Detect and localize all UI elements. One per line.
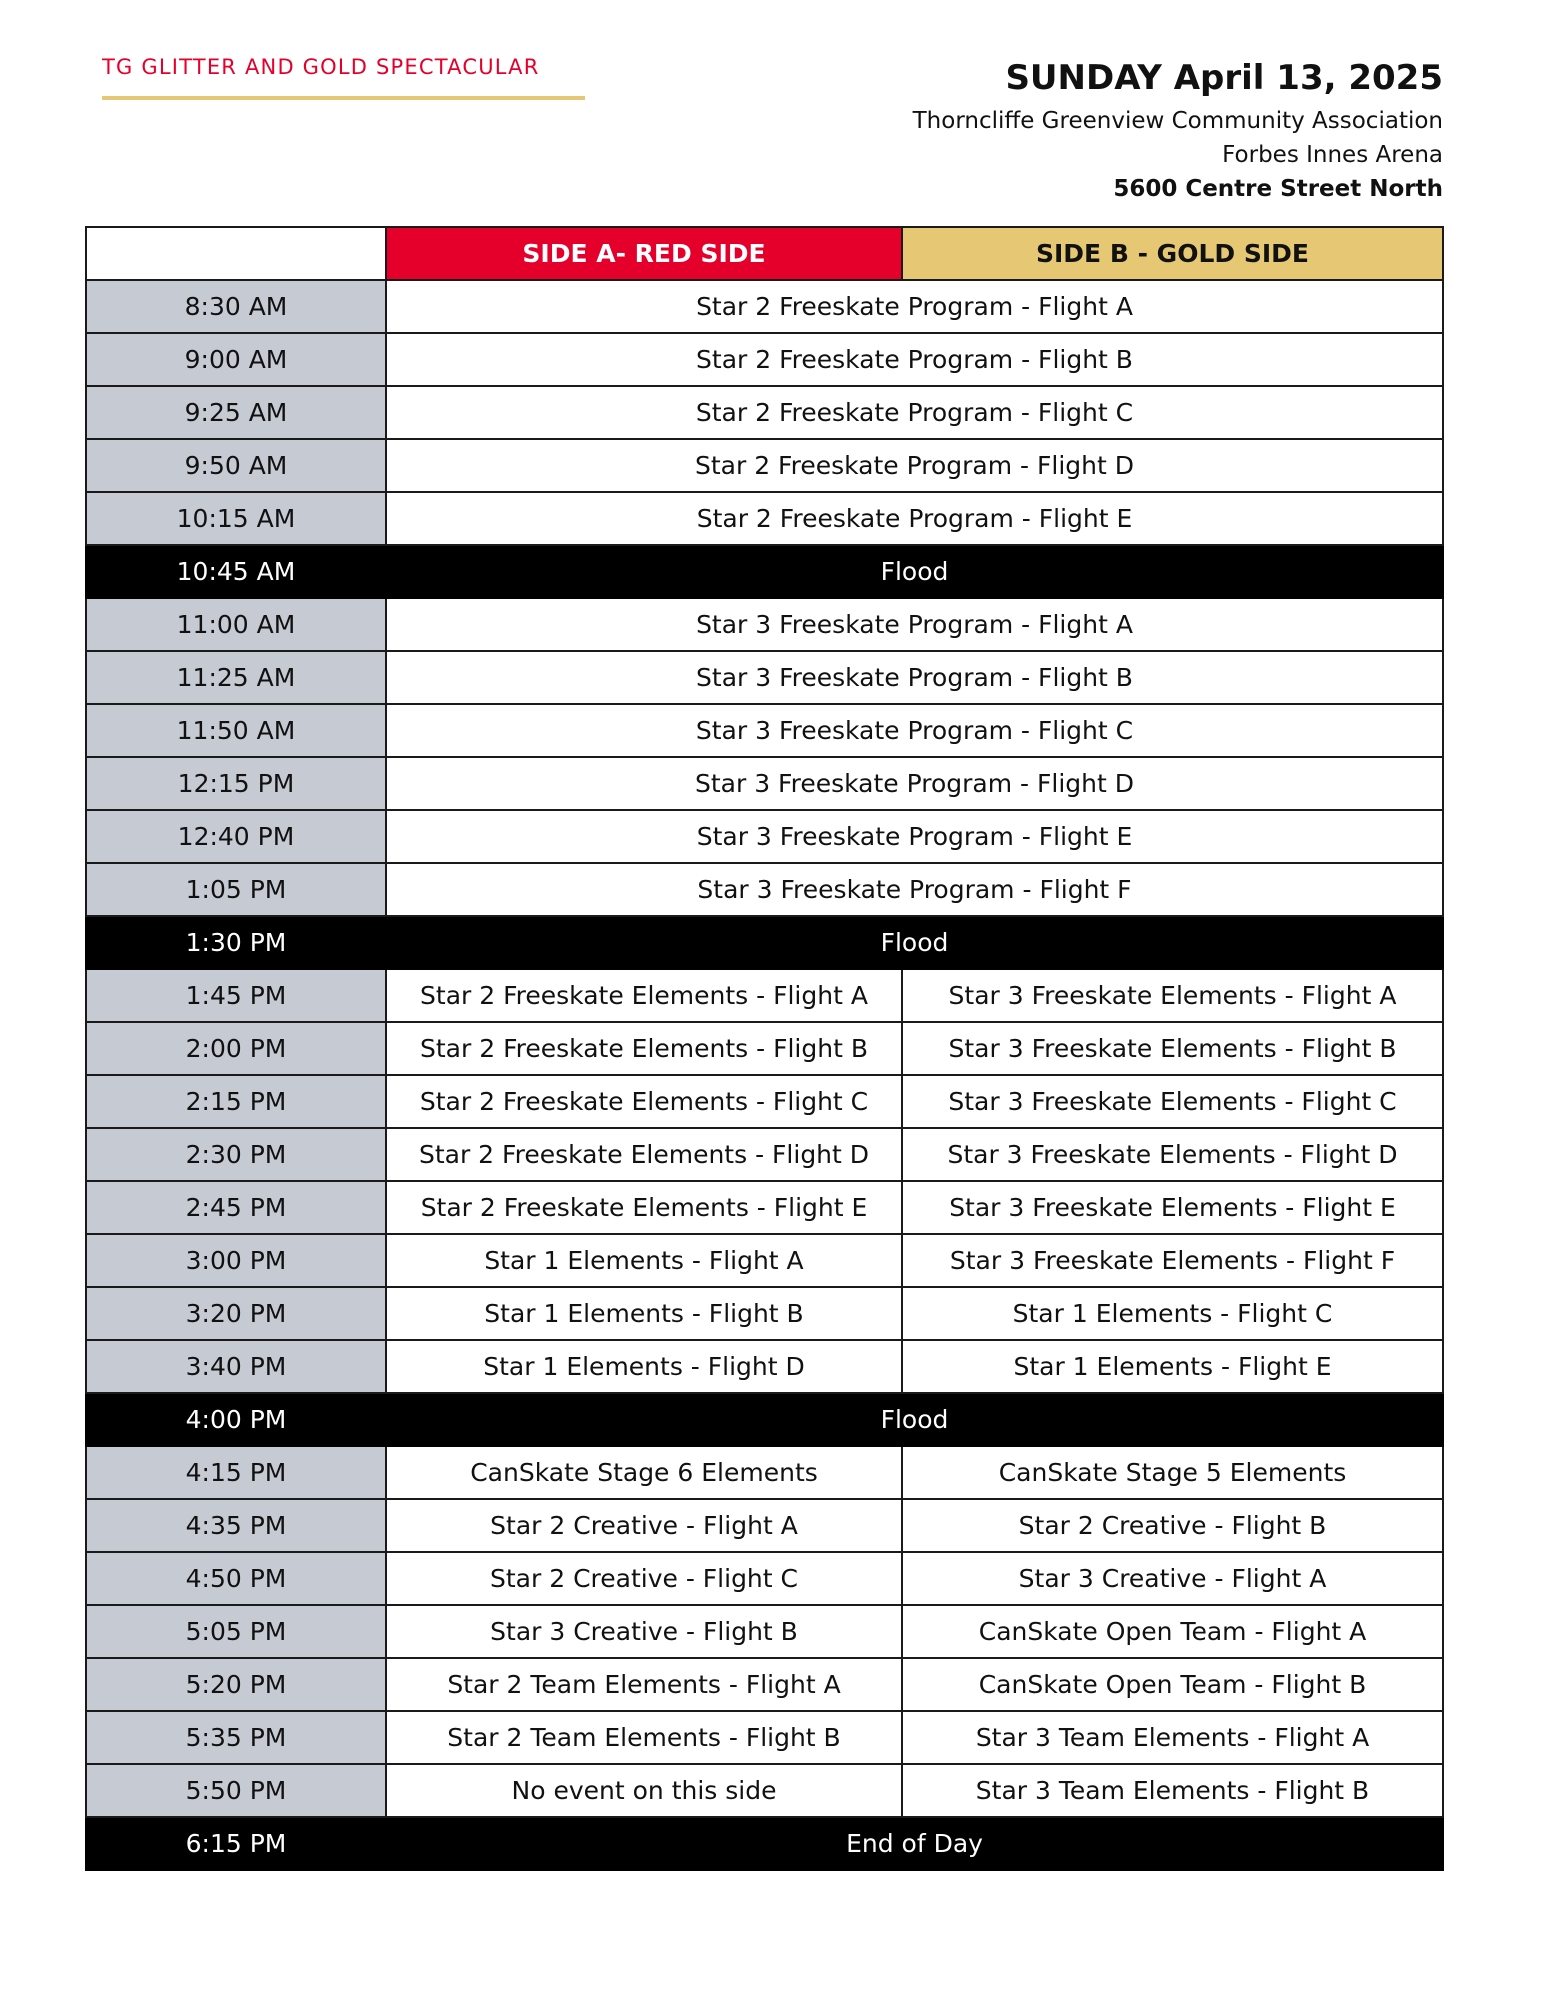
side-b-header: SIDE B - GOLD SIDE [902, 227, 1443, 280]
schedule-row [86, 598, 1443, 651]
both-sides-event: Star 2 Freeskate Program - Flight A [386, 280, 1443, 333]
time-cell: 4:15 PM [86, 1446, 386, 1499]
break-row [86, 1393, 1443, 1446]
side-a-event: Star 2 Team Elements - Flight A [386, 1658, 902, 1711]
time-cell: 11:00 AM [86, 598, 386, 651]
time-cell: 11:25 AM [86, 651, 386, 704]
break-row [86, 916, 1443, 969]
event-date: SUNDAY April 13, 2025 [1005, 58, 1443, 98]
time-cell: 12:40 PM [86, 810, 386, 863]
break-time: 10:45 AM [86, 545, 386, 598]
side-a-header: SIDE A- RED SIDE [386, 227, 902, 280]
both-sides-event: Star 2 Freeskate Program - Flight E [386, 492, 1443, 545]
schedule-row [86, 1764, 1443, 1817]
side-a-event: Star 2 Freeskate Elements - Flight C [386, 1075, 902, 1128]
time-cell: 3:00 PM [86, 1234, 386, 1287]
event-title: TG GLITTER AND GOLD SPECTACULAR [102, 55, 540, 79]
schedule-row [86, 1552, 1443, 1605]
side-a-event: Star 1 Elements - Flight D [386, 1340, 902, 1393]
time-cell: 5:20 PM [86, 1658, 386, 1711]
side-a-event: Star 2 Freeskate Elements - Flight D [386, 1128, 902, 1181]
side-b-event: Star 3 Freeskate Elements - Flight F [902, 1234, 1443, 1287]
time-cell: 5:50 PM [86, 1764, 386, 1817]
time-cell: 9:00 AM [86, 333, 386, 386]
time-cell: 11:50 AM [86, 704, 386, 757]
schedule-row [86, 1446, 1443, 1499]
schedule-row [86, 492, 1443, 545]
time-cell: 1:05 PM [86, 863, 386, 916]
break-label: Flood [386, 916, 1443, 969]
side-b-event: CanSkate Open Team - Flight A [902, 1605, 1443, 1658]
side-a-event: CanSkate Stage 6 Elements [386, 1446, 902, 1499]
side-b-event: CanSkate Stage 5 Elements [902, 1446, 1443, 1499]
break-row [86, 545, 1443, 598]
schedule-row [86, 1022, 1443, 1075]
time-cell: 9:25 AM [86, 386, 386, 439]
side-b-event: Star 3 Team Elements - Flight B [902, 1764, 1443, 1817]
time-cell: 2:15 PM [86, 1075, 386, 1128]
schedule-row [86, 969, 1443, 1022]
schedule-table [85, 226, 1444, 1871]
schedule-row [86, 1499, 1443, 1552]
both-sides-event: Star 2 Freeskate Program - Flight C [386, 386, 1443, 439]
time-cell: 4:50 PM [86, 1552, 386, 1605]
schedule-row [86, 1658, 1443, 1711]
side-b-event: Star 3 Freeskate Elements - Flight D [902, 1128, 1443, 1181]
time-cell: 1:45 PM [86, 969, 386, 1022]
side-b-event: Star 3 Freeskate Elements - Flight C [902, 1075, 1443, 1128]
side-a-event: Star 2 Freeskate Elements - Flight E [386, 1181, 902, 1234]
side-b-event: Star 3 Freeskate Elements - Flight B [902, 1022, 1443, 1075]
both-sides-event: Star 3 Freeskate Program - Flight D [386, 757, 1443, 810]
both-sides-event: Star 3 Freeskate Program - Flight F [386, 863, 1443, 916]
side-b-event: Star 3 Creative - Flight A [902, 1552, 1443, 1605]
side-b-event: CanSkate Open Team - Flight B [902, 1658, 1443, 1711]
time-cell: 3:40 PM [86, 1340, 386, 1393]
event-info [913, 54, 1443, 206]
schedule-row [86, 1128, 1443, 1181]
side-b-event: Star 1 Elements - Flight C [902, 1287, 1443, 1340]
break-label: End of Day [386, 1817, 1443, 1870]
side-a-event: Star 2 Creative - Flight C [386, 1552, 902, 1605]
schedule-row [86, 1711, 1443, 1764]
schedule-body [86, 280, 1443, 1870]
time-cell: 4:35 PM [86, 1499, 386, 1552]
side-a-event: Star 2 Team Elements - Flight B [386, 1711, 902, 1764]
side-b-event: Star 3 Freeskate Elements - Flight E [902, 1181, 1443, 1234]
time-cell: 3:20 PM [86, 1287, 386, 1340]
both-sides-event: Star 2 Freeskate Program - Flight B [386, 333, 1443, 386]
time-cell: 12:15 PM [86, 757, 386, 810]
side-a-event: Star 1 Elements - Flight B [386, 1287, 902, 1340]
side-a-event: Star 2 Freeskate Elements - Flight B [386, 1022, 902, 1075]
side-a-event: Star 3 Creative - Flight B [386, 1605, 902, 1658]
venue-address: 5600 Centre Street North [1113, 176, 1443, 202]
schedule-row [86, 1605, 1443, 1658]
schedule-header-row [86, 227, 1443, 280]
break-row [86, 1817, 1443, 1870]
break-label: Flood [386, 1393, 1443, 1446]
side-b-event: Star 2 Creative - Flight B [902, 1499, 1443, 1552]
both-sides-event: Star 3 Freeskate Program - Flight A [386, 598, 1443, 651]
break-label: Flood [386, 545, 1443, 598]
time-cell: 2:45 PM [86, 1181, 386, 1234]
schedule-row [86, 810, 1443, 863]
both-sides-event: Star 3 Freeskate Program - Flight B [386, 651, 1443, 704]
schedule-row [86, 863, 1443, 916]
break-time: 1:30 PM [86, 916, 386, 969]
side-a-event: Star 2 Creative - Flight A [386, 1499, 902, 1552]
schedule-row [86, 651, 1443, 704]
break-time: 4:00 PM [86, 1393, 386, 1446]
time-column-header [86, 227, 386, 280]
schedule-row [86, 1287, 1443, 1340]
time-cell: 2:30 PM [86, 1128, 386, 1181]
side-b-event: Star 3 Team Elements - Flight A [902, 1711, 1443, 1764]
side-a-event: Star 1 Elements - Flight A [386, 1234, 902, 1287]
time-cell: 2:00 PM [86, 1022, 386, 1075]
venue-name: Forbes Innes Arena [1222, 142, 1443, 168]
schedule-row [86, 280, 1443, 333]
side-b-event: Star 3 Freeskate Elements - Flight A [902, 969, 1443, 1022]
both-sides-event: Star 3 Freeskate Program - Flight E [386, 810, 1443, 863]
side-a-event: No event on this side [386, 1764, 902, 1817]
schedule-row [86, 333, 1443, 386]
schedule-row [86, 1234, 1443, 1287]
time-cell: 5:35 PM [86, 1711, 386, 1764]
time-cell: 8:30 AM [86, 280, 386, 333]
break-time: 6:15 PM [86, 1817, 386, 1870]
schedule-row [86, 386, 1443, 439]
side-a-event: Star 2 Freeskate Elements - Flight A [386, 969, 902, 1022]
schedule-row [86, 1181, 1443, 1234]
side-b-event: Star 1 Elements - Flight E [902, 1340, 1443, 1393]
schedule-row [86, 1340, 1443, 1393]
both-sides-event: Star 2 Freeskate Program - Flight D [386, 439, 1443, 492]
time-cell: 5:05 PM [86, 1605, 386, 1658]
time-cell: 9:50 AM [86, 439, 386, 492]
organization-name: Thorncliffe Greenview Community Association [912, 108, 1443, 134]
schedule-row [86, 704, 1443, 757]
time-cell: 10:15 AM [86, 492, 386, 545]
event-title-underline [102, 96, 585, 100]
schedule-row [86, 439, 1443, 492]
schedule-row [86, 757, 1443, 810]
schedule-row [86, 1075, 1443, 1128]
both-sides-event: Star 3 Freeskate Program - Flight C [386, 704, 1443, 757]
